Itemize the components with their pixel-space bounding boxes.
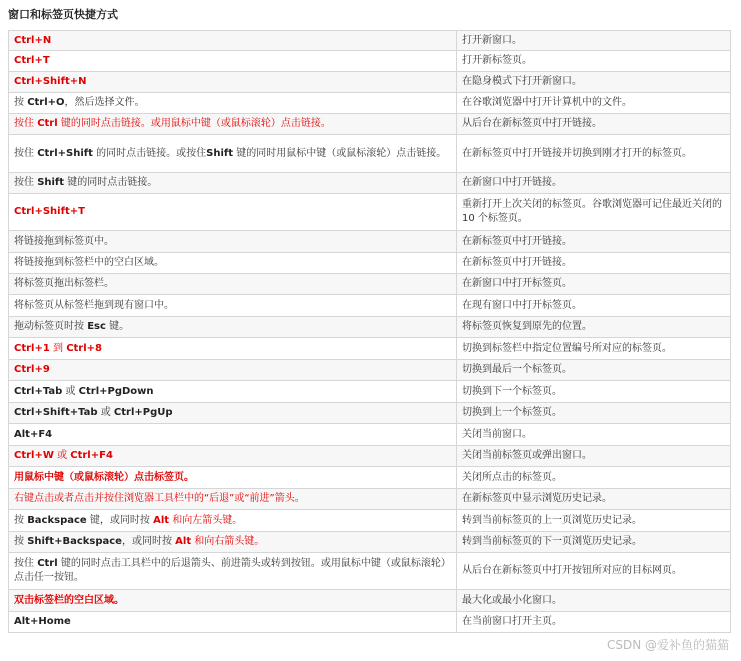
- table-row: [9, 424, 731, 446]
- shortcut-cell: [9, 93, 457, 114]
- shortcut-text: 将标签页从标签栏拖到现有窗口中。: [14, 299, 174, 311]
- shortcut-text: Shift: [37, 177, 65, 188]
- table-row: [9, 317, 731, 338]
- table-row: [9, 72, 731, 93]
- shortcut-cell: [9, 532, 457, 553]
- table-row: [9, 114, 731, 135]
- shortcut-text: Ctrl+PgDown: [78, 385, 154, 397]
- description-cell: 转到当前标签页的上一页浏览历史记录。: [457, 510, 731, 532]
- shortcut-cell: [9, 194, 457, 231]
- shortcut-text: 按: [14, 514, 28, 526]
- description-cell: 切换到标签栏中指定位置编号所对应的标签页。: [457, 338, 731, 360]
- shortcut-text: 的同时点击链接。或按住: [92, 147, 207, 159]
- description-cell: 在新标签页中显示浏览历史记录。: [457, 489, 731, 510]
- table-row: [9, 295, 731, 317]
- shortcut-text: 将链接拖到标签栏中的空白区域。: [14, 257, 164, 268]
- description-cell: 在新窗口中打开标签页。: [457, 274, 731, 295]
- shortcut-cell: [9, 317, 457, 338]
- shortcut-cell: [9, 467, 457, 489]
- shortcut-text: Ctrl+Shift: [37, 147, 93, 159]
- table-row: [9, 338, 731, 360]
- table-row: [9, 173, 731, 194]
- shortcut-text: 按住: [14, 147, 38, 159]
- shortcut-text: 键。: [105, 321, 130, 332]
- description-cell: 在谷歌浏览器中打开计算机中的文件。: [457, 93, 731, 114]
- shortcut-text: 或: [53, 450, 71, 461]
- page-title: 窗口和标签页快捷方式: [8, 8, 118, 21]
- table-row: [9, 467, 731, 489]
- shortcut-text: 或: [97, 407, 114, 418]
- shortcut-text: 到: [49, 342, 67, 354]
- shortcut-cell: [9, 590, 457, 612]
- shortcut-text: 键的同时点击工具栏中的后退箭头、前进箭头或转到按钮。或用鼠标中键（或鼠标滚轮）点击任一按钮。: [14, 558, 451, 583]
- shortcut-text: 键的同时用鼠标中键（或鼠标滚轮）点击链接。: [233, 147, 447, 159]
- shortcut-text: ，或同时按: [121, 536, 176, 547]
- table-row: [9, 532, 731, 553]
- table-row: [9, 274, 731, 295]
- watermark: CSDN @爱补鱼的猫猫: [606, 638, 729, 652]
- shortcut-text: Ctrl+9: [14, 364, 50, 375]
- table-row: [9, 553, 731, 590]
- shortcut-text: Alt+Home: [14, 616, 71, 627]
- shortcut-cell: [9, 231, 457, 253]
- shortcut-text: 按住: [14, 177, 38, 188]
- shortcut-cell: [9, 446, 457, 467]
- shortcut-cell: [9, 114, 457, 135]
- shortcut-cell: [9, 295, 457, 317]
- shortcut-cell: [9, 553, 457, 590]
- shortcut-text: 按住: [14, 558, 38, 569]
- table-row: [9, 489, 731, 510]
- table-row: [9, 360, 731, 381]
- shortcut-text: Ctrl+8: [66, 342, 103, 354]
- shortcut-cell: [9, 253, 457, 274]
- description-cell: 在新标签页中打开链接并切换到刚才打开的标签页。: [457, 135, 731, 173]
- description-cell: 在现有窗口中打开标签页。: [457, 295, 731, 317]
- shortcut-text: Ctrl+PgUp: [113, 407, 173, 418]
- shortcut-text: 按住: [14, 118, 38, 129]
- shortcut-text: Ctrl+Tab: [14, 385, 63, 397]
- shortcut-cell: [9, 173, 457, 194]
- table-row: [9, 612, 731, 633]
- description-cell: 转到当前标签页的下一页浏览历史记录。: [457, 532, 731, 553]
- shortcut-text: Ctrl+O: [27, 97, 65, 108]
- description-cell: 从后台在新标签页中打开按钮所对应的目标网页。: [457, 553, 731, 590]
- description-cell: 从后台在新标签页中打开链接。: [457, 114, 731, 135]
- shortcut-text: 键的同时点击链接。: [64, 177, 158, 188]
- shortcut-text: 将链接拖到标签页中。: [14, 235, 114, 247]
- description-cell: 重新打开上次关闭的标签页。谷歌浏览器可记住最近关闭的 10 个标签页。: [457, 194, 731, 231]
- table-row: [9, 135, 731, 173]
- shortcut-text: 和向左箭头键。: [169, 514, 243, 526]
- shortcut-text: Ctrl+W: [14, 450, 54, 461]
- description-cell: 在新标签页中打开链接。: [457, 231, 731, 253]
- shortcut-text: Backspace: [27, 514, 87, 526]
- shortcut-text: 键，或同时按: [86, 514, 154, 526]
- description-cell: 打开新标签页。: [457, 51, 731, 72]
- shortcut-text: Alt: [175, 536, 192, 547]
- table-row: [9, 194, 731, 231]
- shortcut-cell: [9, 510, 457, 532]
- shortcut-text: 拖动标签页时按: [14, 321, 88, 332]
- shortcut-cell: [9, 403, 457, 424]
- table-row: [9, 381, 731, 403]
- shortcut-text: Alt: [153, 514, 170, 526]
- table-row: [9, 231, 731, 253]
- shortcut-text: Ctrl+Shift+Tab: [14, 407, 98, 418]
- shortcut-text: 和向右箭头键。: [191, 536, 265, 547]
- shortcut-cell: [9, 381, 457, 403]
- shortcut-text: 将标签页拖出标签栏。: [14, 278, 114, 289]
- shortcut-text: Ctrl+N: [14, 34, 52, 46]
- shortcut-text: Ctrl+T: [14, 55, 50, 66]
- shortcut-cell: [9, 612, 457, 633]
- shortcut-text: Ctrl: [37, 118, 58, 129]
- description-cell: 在当前窗口打开主页。: [457, 612, 731, 633]
- table-row: [9, 93, 731, 114]
- shortcut-cell: [9, 31, 457, 51]
- shortcut-text: 按: [14, 97, 28, 108]
- shortcut-cell: [9, 274, 457, 295]
- shortcut-text: 双击标签栏的空白区域。: [14, 594, 124, 606]
- description-cell: 在新窗口中打开链接。: [457, 173, 731, 194]
- shortcut-text: Alt+F4: [14, 428, 53, 440]
- description-cell: 关闭当前标签页或弹出窗口。: [457, 446, 731, 467]
- shortcut-cell: [9, 72, 457, 93]
- description-cell: 将标签页恢复到原先的位置。: [457, 317, 731, 338]
- description-cell: 最大化或最小化窗口。: [457, 590, 731, 612]
- shortcut-text: 右键点击或者点击并按住浏览器工具栏中的“后退”或“前进”箭头。: [14, 493, 305, 504]
- shortcut-text: Ctrl+Shift+T: [14, 206, 85, 217]
- shortcut-text: Ctrl+Shift+N: [14, 76, 87, 87]
- shortcut-text: ，然后选择文件。: [64, 97, 145, 108]
- shortcut-text: Ctrl+F4: [70, 450, 113, 461]
- shortcut-text: 按: [14, 536, 28, 547]
- description-cell: 在隐身模式下打开新窗口。: [457, 72, 731, 93]
- shortcut-cell: [9, 489, 457, 510]
- table-row: [9, 31, 731, 51]
- shortcut-cell: [9, 360, 457, 381]
- table-row: [9, 403, 731, 424]
- shortcut-cell: [9, 135, 457, 173]
- shortcut-text: Shift: [206, 147, 234, 159]
- shortcut-cell: [9, 338, 457, 360]
- shortcut-text: Shift+Backspace: [27, 536, 122, 547]
- shortcut-cell: [9, 424, 457, 446]
- shortcut-table: [8, 30, 731, 633]
- table-row: [9, 51, 731, 72]
- shortcut-text: Ctrl: [37, 558, 58, 569]
- shortcut-text: Ctrl+1: [14, 342, 50, 354]
- description-cell: 关闭当前窗口。: [457, 424, 731, 446]
- shortcut-text: 或: [62, 385, 79, 397]
- description-cell: 关闭所点击的标签页。: [457, 467, 731, 489]
- description-cell: 切换到下一个标签页。: [457, 381, 731, 403]
- description-cell: 打开新窗口。: [457, 31, 731, 51]
- description-cell: 在新标签页中打开链接。: [457, 253, 731, 274]
- description-cell: 切换到上一个标签页。: [457, 403, 731, 424]
- shortcut-text: 键的同时点击链接。或用鼠标中键（或鼠标滚轮）点击链接。: [57, 118, 331, 129]
- shortcut-text: Esc: [87, 321, 106, 332]
- shortcut-text: 用鼠标中键（或鼠标滚轮）点击标签页。: [14, 471, 194, 483]
- description-cell: 切换到最后一个标签页。: [457, 360, 731, 381]
- table-row: [9, 510, 731, 532]
- table-row: [9, 590, 731, 612]
- shortcut-cell: [9, 51, 457, 72]
- table-row: [9, 253, 731, 274]
- table-row: [9, 446, 731, 467]
